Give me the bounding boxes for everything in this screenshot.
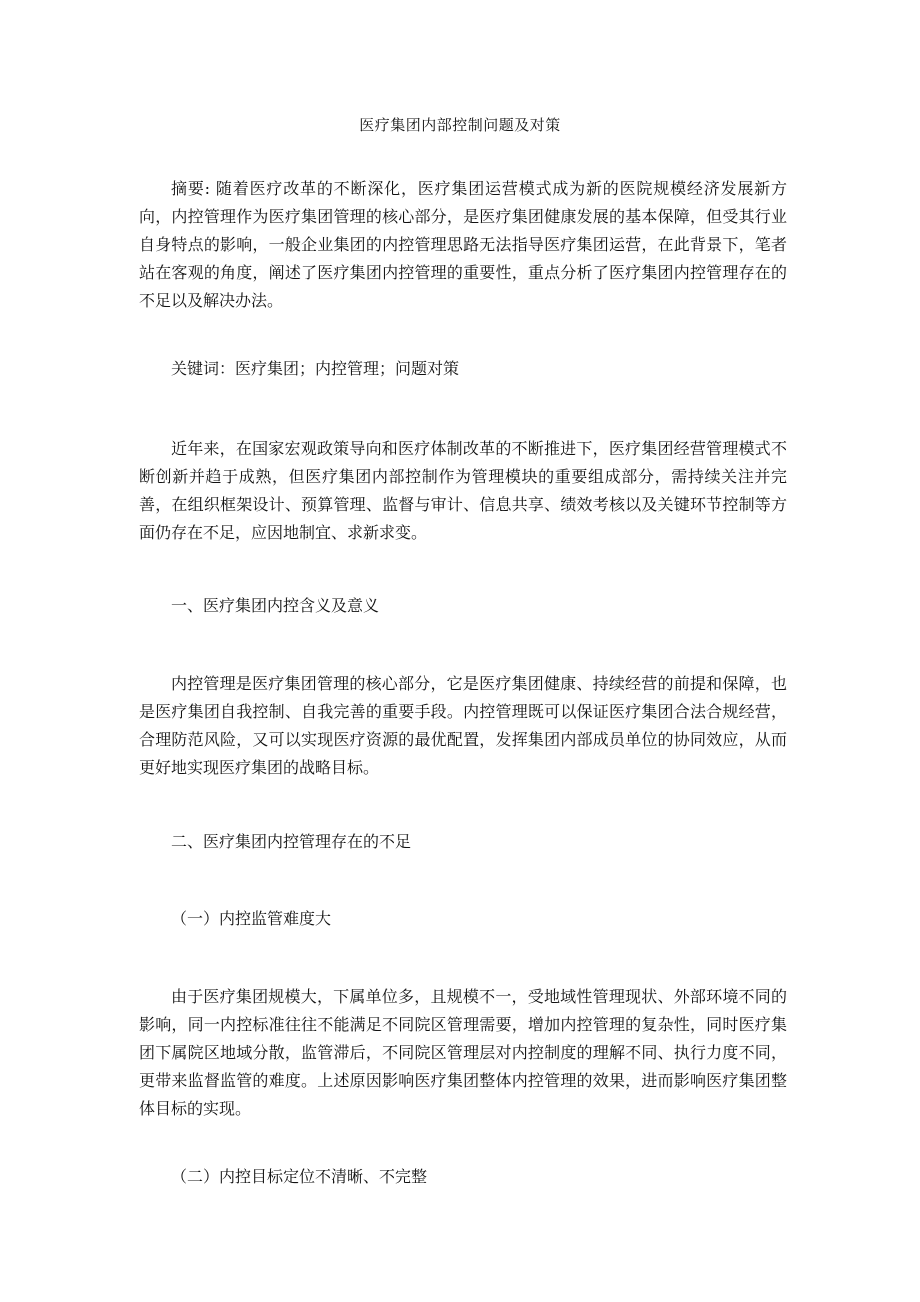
subsection-2-1-paragraph: 由于医疗集团规模大，下属单位多，且规模不一，受地域性管理现状、外部环境不同的影响，同一内控标准往往不能满足不同院区管理需要，增加内控管理的复杂性，同时医疗集团下属院区地域分散，监管滞后，不同院区管理层对内控制度的理解不同、执行力度不同，更带来监督监管的难度。上述原因影响医疗集团整体内控管理的效果，进而影响医疗集团整体目标的实现。 — [139, 987, 787, 1118]
keywords-line: 关键词：医疗集团；内控管理；问题对策 — [171, 359, 460, 378]
intro-paragraph: 近年来，在国家宏观政策导向和医疗体制改革的不断推进下，医疗集团经营管理模式不断创新并趋于成熟，但医疗集团内部控制作为管理模块的重要组成部分，需持续关注并完善，在组织框架设计、预算管理、监督与审计、信息共享、绩效考核以及关键环节控制等方面仍存在不足，应因地制宜、求新求变。 — [139, 439, 787, 542]
section-1-paragraph: 内控管理是医疗集团管理的核心部分，它是医疗集团健康、持续经营的前提和保障，也是医疗集团自我控制、自我完善的重要手段。内控管理既可以保证医疗集团合法合规经营，合理防范风险，又可以实现医疗资源的最优配置，发挥集团内部成员单位的协同效应，从而更好地实现医疗集团的战略目标。 — [139, 674, 787, 777]
section-1-heading: 一、医疗集团内控含义及意义 — [171, 596, 380, 615]
document-title: 医疗集团内部控制问题及对策 — [359, 116, 561, 134]
section-2-heading: 二、医疗集团内控管理存在的不足 — [171, 832, 412, 851]
subsection-2-1-heading: （一）内控监管难度大 — [171, 909, 332, 928]
subsection-2-2-heading: （二）内控目标定位不清晰、不完整 — [171, 1167, 428, 1186]
abstract-paragraph: 摘要: 随着医疗改革的不断深化，医疗集团运营模式成为新的医院规模经济发展新方向，内控管理作为医疗集团管理的核心部分，是医疗集团健康发展的基本保障，但受其行业自身特点的影响，一般企业集团的内控管理思路无法指导医疗集团运营，在此背景下，笔者站在客观的角度，阐述了医疗集团内控管理的重要性，重点分析了医疗集团内控管理存在的不足以及解决办法。 — [139, 179, 787, 310]
